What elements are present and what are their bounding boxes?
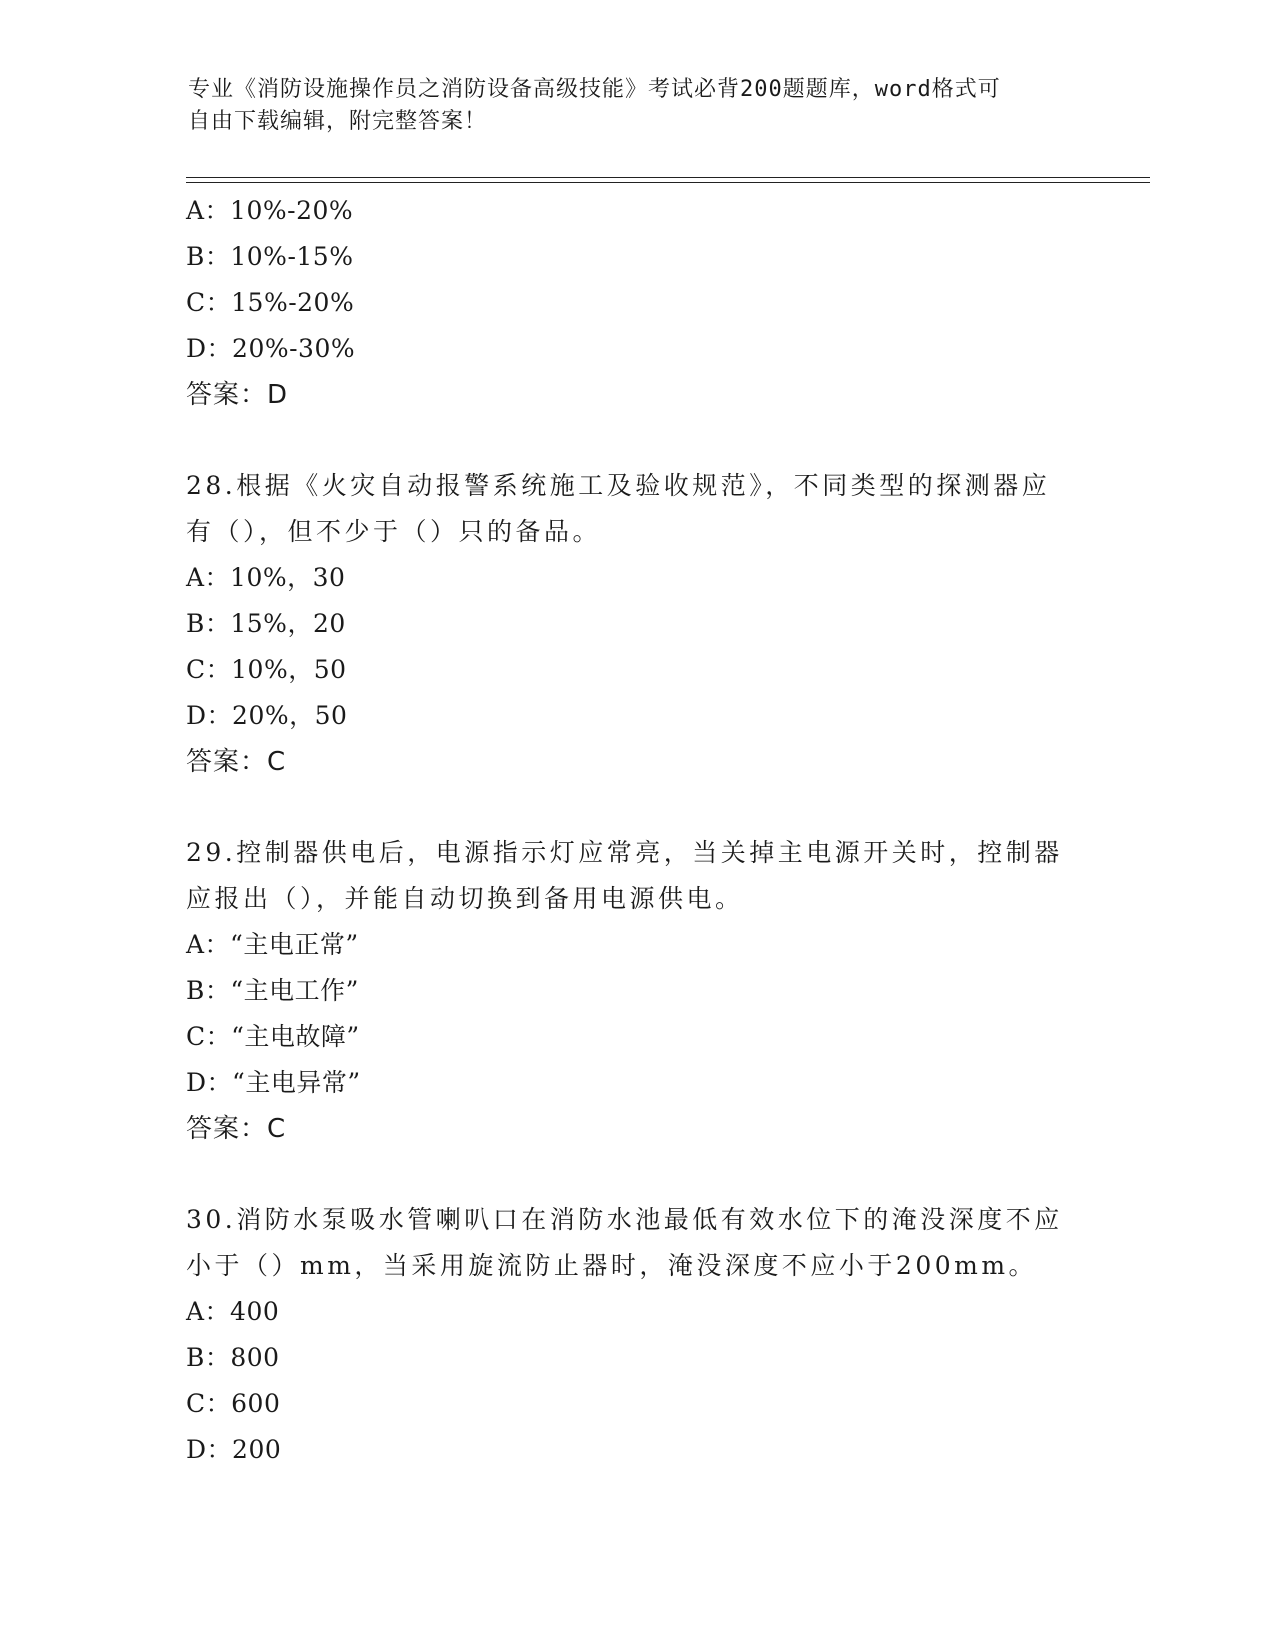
option-c: C：10%，50	[186, 655, 347, 684]
header-rule-bottom	[186, 182, 1150, 183]
option-b: B：10%-15%	[186, 242, 354, 271]
question-text-line-1: 29.控制器供电后，电源指示灯应常亮，当关掉主电源开关时，控制器	[186, 838, 1063, 867]
header-rule-top	[186, 177, 1150, 178]
option-d: D：200	[186, 1435, 282, 1464]
option-b: B：800	[186, 1343, 280, 1372]
question-block-29	[186, 830, 1086, 1152]
answer: 答案：D	[186, 380, 289, 410]
answer: 答案：C	[186, 747, 287, 777]
option-c: C：“主电故障”	[186, 1022, 360, 1051]
option-c: C：600	[186, 1389, 281, 1418]
option-a: A：10%-20%	[186, 196, 354, 225]
question-text-line-2: 应报出（），并能自动切换到备用电源供电。	[186, 884, 744, 913]
option-a: A：“主电正常”	[186, 930, 359, 959]
header-line-1: 专业《消防设施操作员之消防设备高级技能》考试必背200题题库，word格式可	[188, 77, 1001, 102]
question-text-line-2: 有（），但不少于（）只的备品。	[186, 517, 602, 546]
option-b: B：“主电工作”	[186, 976, 359, 1005]
question-text-line-1: 28.根据《火灾自动报警系统施工及验收规范》，不同类型的探测器应	[186, 471, 1051, 500]
question-block-30	[186, 1197, 1086, 1473]
option-d: D：“主电异常”	[186, 1068, 361, 1097]
option-a: A：10%，30	[186, 563, 346, 592]
option-a: A：400	[186, 1297, 280, 1326]
question-block-27	[186, 188, 1086, 418]
answer: 答案：C	[186, 1114, 287, 1144]
question-list	[186, 188, 1086, 1473]
question-block-28	[186, 463, 1086, 785]
question-text-line-1: 30.消防水泵吸水管喇叭口在消防水池最低有效水位下的淹没深度不应	[186, 1205, 1063, 1234]
option-b: B：15%，20	[186, 609, 346, 638]
header-line-2: 自由下载编辑，附完整答案！	[188, 109, 488, 134]
document-header	[188, 74, 1068, 138]
option-d: D：20%-30%	[186, 334, 356, 363]
option-d: D：20%，50	[186, 701, 348, 730]
option-c: C：15%-20%	[186, 288, 355, 317]
question-text-line-2: 小于（）mm，当采用旋流防止器时，淹没深度不应小于200mm。	[186, 1251, 1038, 1280]
